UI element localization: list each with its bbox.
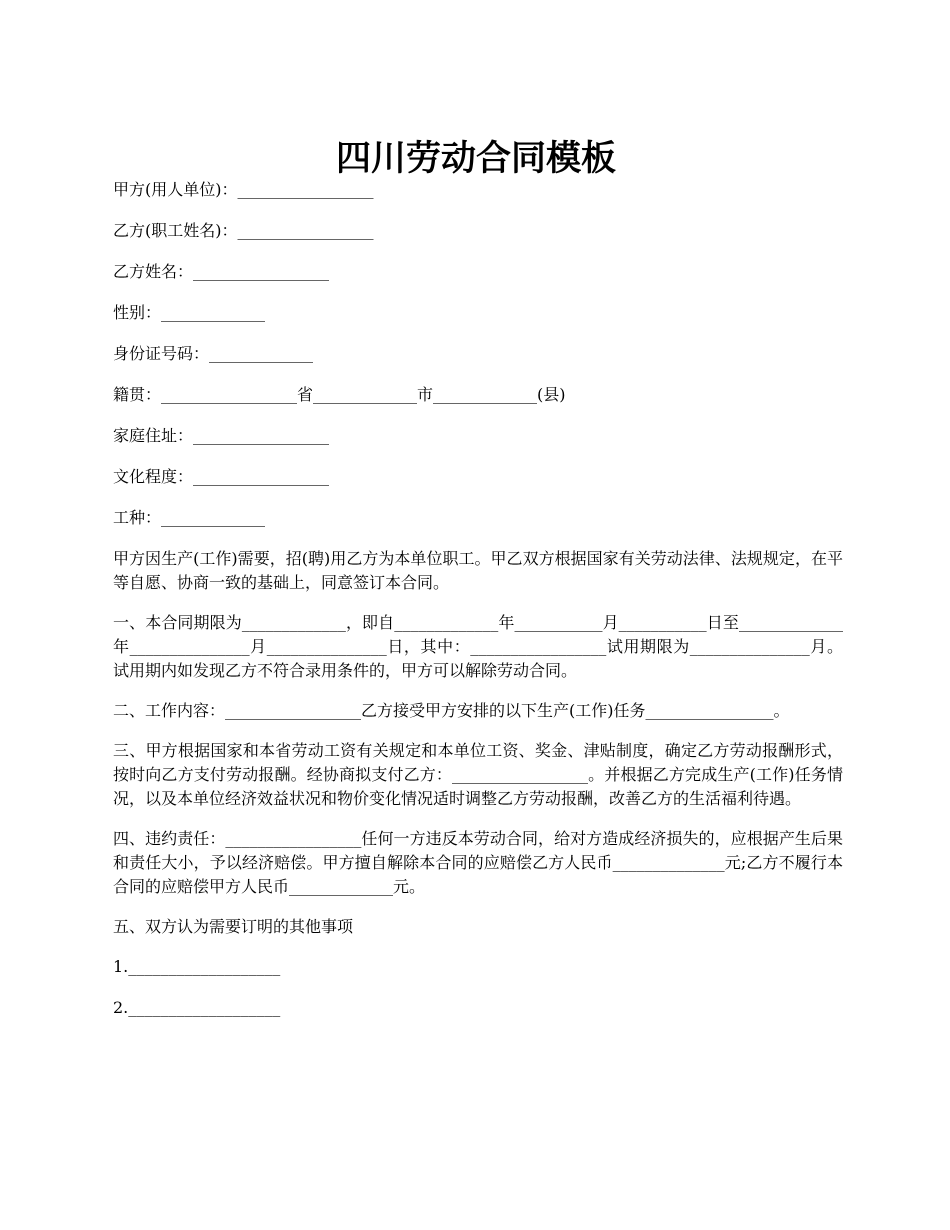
field-job-type: 工种：_____________ xyxy=(113,508,266,527)
paragraph-term: 一、本合同期限为_____________，即自_____________年___________月___________日至_____________年_______________月_______________日，其中：_________________试用期限为_______________月。试用期内如发现乙方不符合录用条件的，甲方可以解除劳动合同。 xyxy=(113,613,843,680)
field-id-number: 身份证号码：_____________ xyxy=(113,344,314,363)
document-title: 四川劳动合同模板 xyxy=(335,139,616,180)
field-education: 文化程度：_________________ xyxy=(113,467,330,486)
field-party-b-name: 乙方姓名：_________________ xyxy=(113,262,330,281)
field-home-address: 家庭住址：_________________ xyxy=(113,426,330,445)
field-party-b: 乙方(职工姓名)：_________________ xyxy=(113,221,374,240)
paragraph-other-matters: 五、双方认为需要订明的其他事项 xyxy=(113,917,354,936)
field-party-a: 甲方(用人单位)：_________________ xyxy=(113,180,374,199)
other-item-2: 2.___________________ xyxy=(113,998,281,1017)
other-item-1: 1.___________________ xyxy=(113,957,281,976)
field-native-place: 籍贯：_________________省_____________市_____________(县) xyxy=(113,385,566,404)
paragraph-liability: 四、违约责任：_________________任何一方违反本劳动合同，给对方造成经济损失的，应根据产生后果和责任大小，予以经济赔偿。甲方擅自解除本合同的应赔偿乙方人民币______________元;乙方不履行本合同的应赔偿甲方人民币_____________元。 xyxy=(113,829,843,896)
paragraph-work-content: 二、工作内容：_________________乙方接受甲方安排的以下生产(工作)任务________________。 xyxy=(113,701,790,720)
paragraph-remuneration: 三、甲方根据国家和本省劳动工资有关规定和本单位工资、奖金、津贴制度，确定乙方劳动报酬形式，按时向乙方支付劳动报酬。经协商拟支付乙方：_________________。并根据乙方完成生产(工作)任务情况，以及本单位经济效益状况和物价变化情况适时调整乙方劳动报酬，改善乙方的生活福利待遇。 xyxy=(113,741,843,808)
document-body xyxy=(113,178,843,1037)
paragraph-intro: 甲方因生产(工作)需要，招(聘)用乙方为本单位职工。甲乙双方根据国家有关劳动法律、法规规定，在平等自愿、协商一致的基础上，同意签订本合同。 xyxy=(113,549,843,592)
field-gender: 性别：_____________ xyxy=(113,303,266,322)
